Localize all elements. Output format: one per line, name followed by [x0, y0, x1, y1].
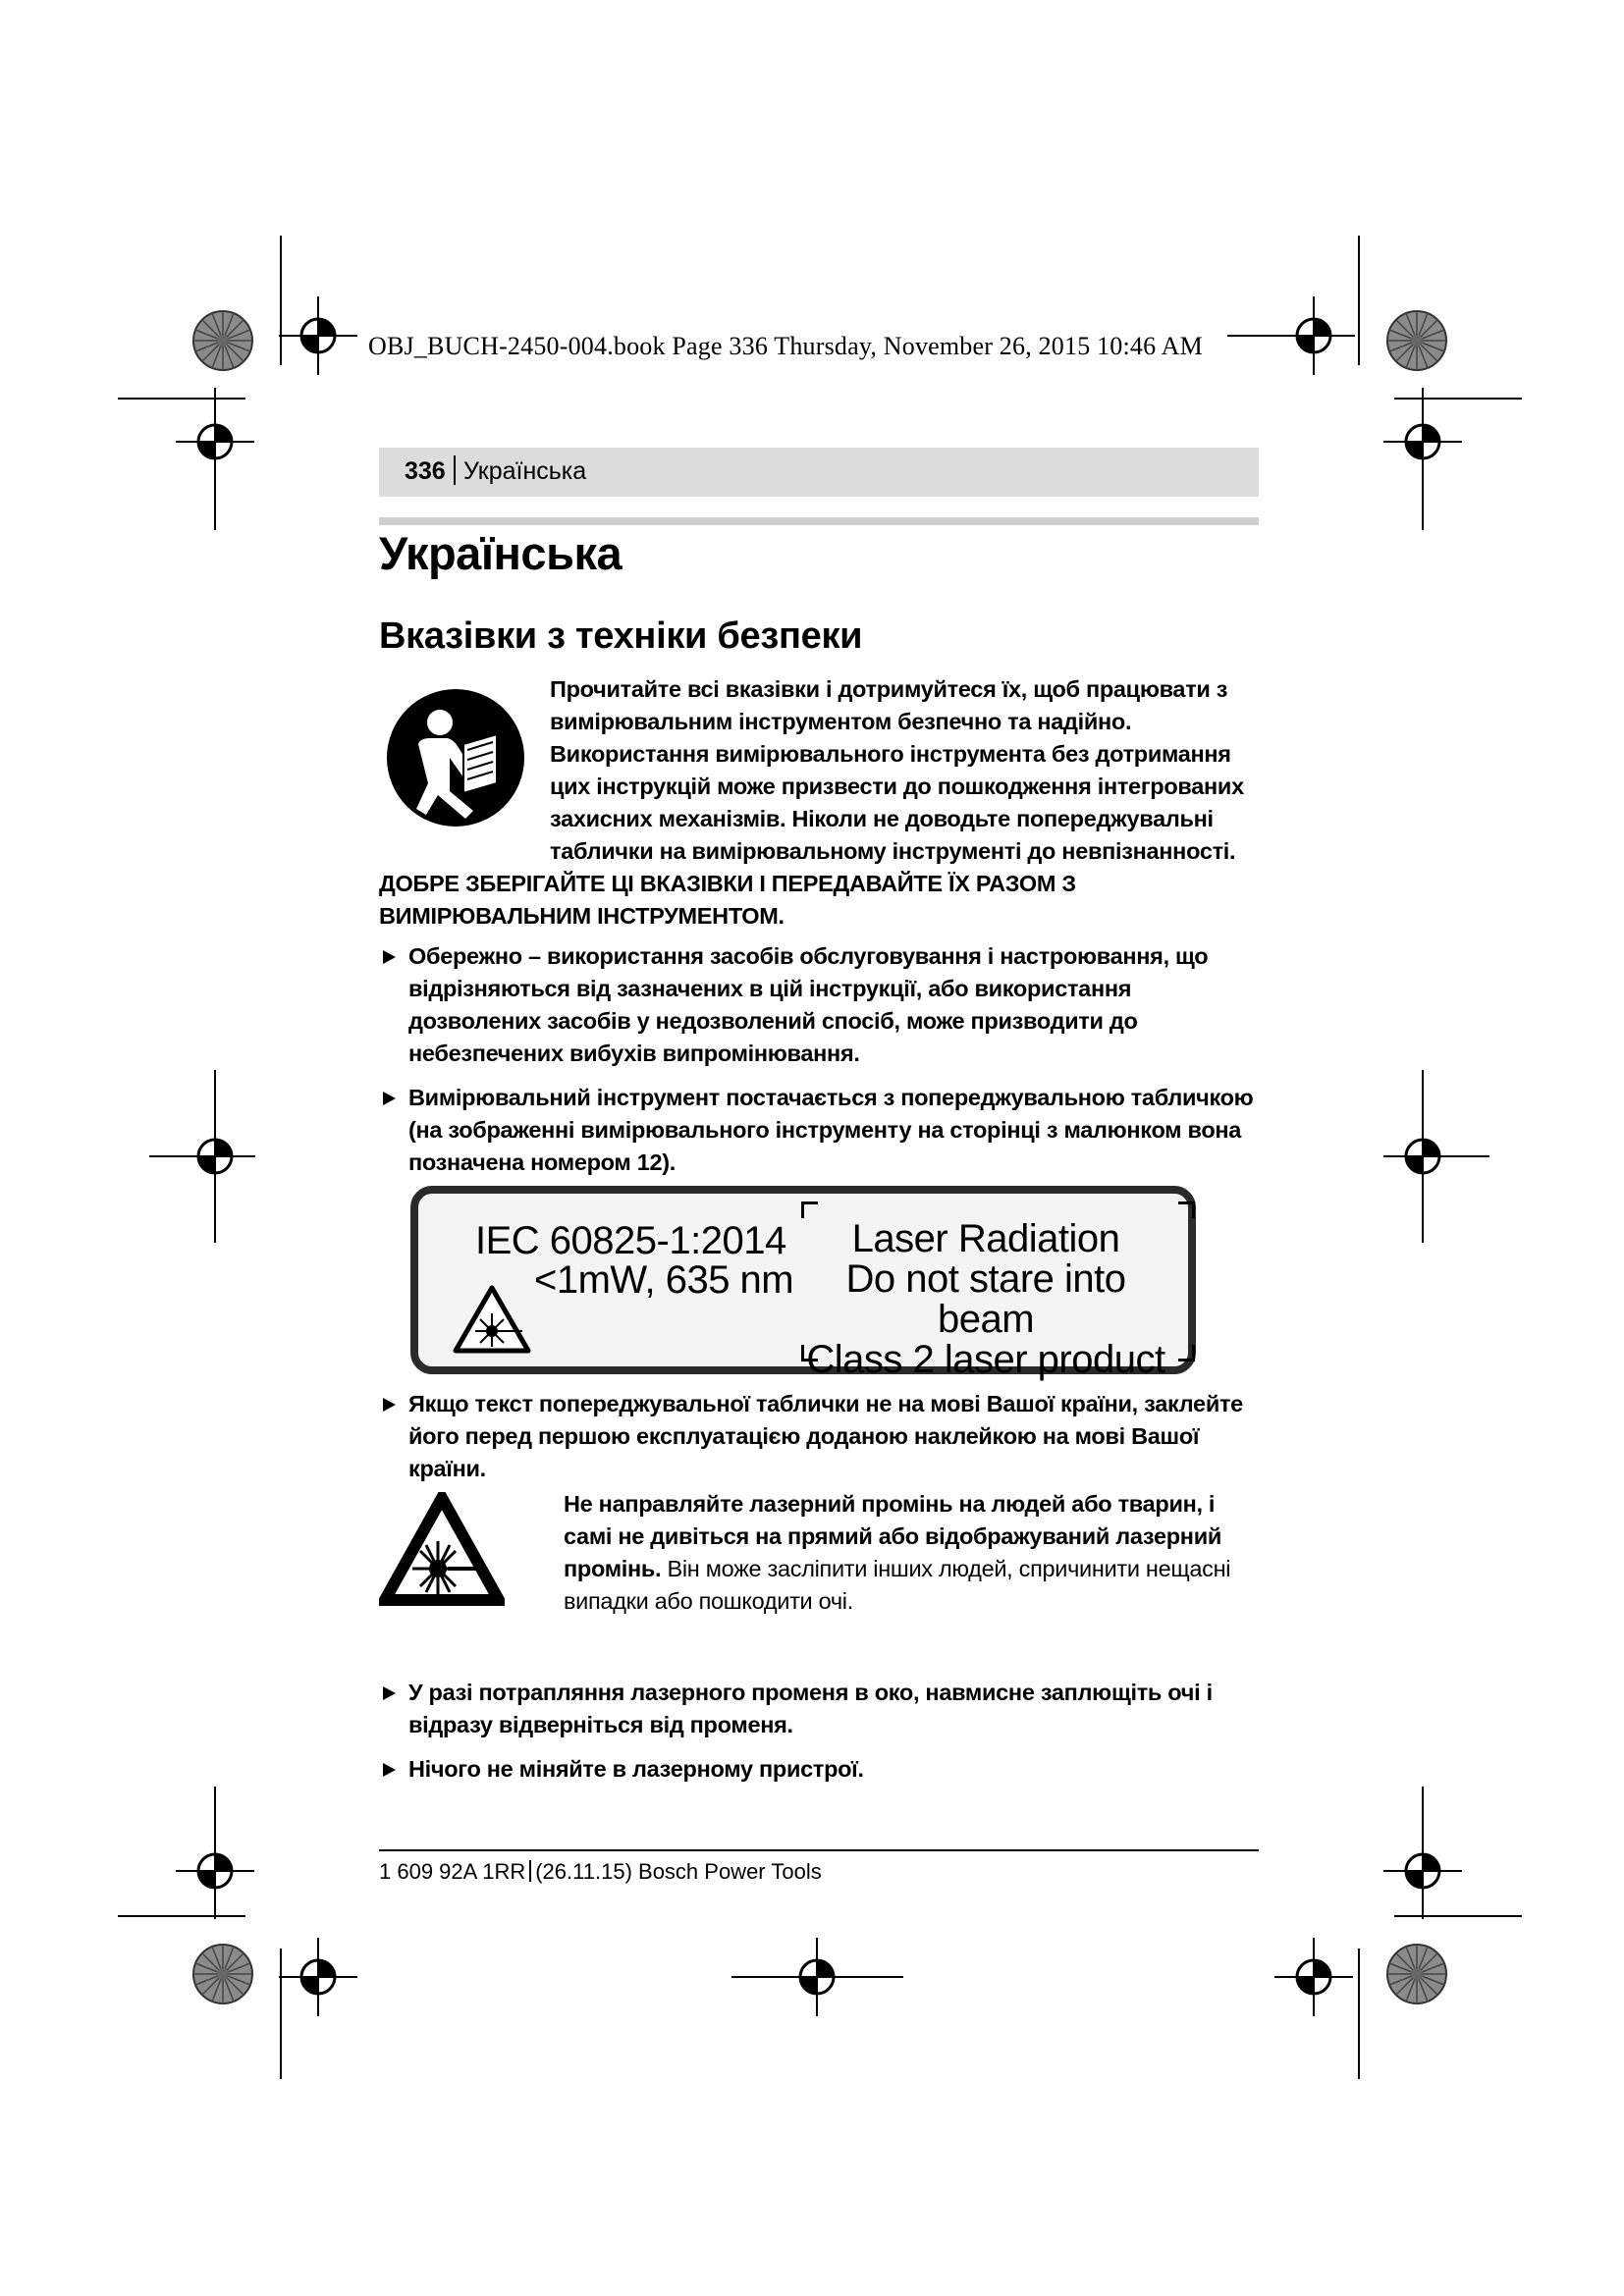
list-item-text: Нічого не міняйте в лазерному пристрої.: [408, 1756, 864, 1782]
triangle-bullet-icon: [383, 1092, 396, 1105]
list-item: [383, 1082, 1257, 1179]
label-line-3: Class 2 laser product: [806, 1338, 1165, 1381]
frame-corner: [1178, 1345, 1195, 1362]
frame-corner: [801, 1201, 818, 1218]
laser-warning-label: [410, 1186, 1196, 1381]
running-head: [379, 448, 1259, 497]
list-item-text: Обережно – використання засобів обслуговування і настроювання, що відрізняються від зазначених в цій інструкції, або використання дозволених засобів у недозволений спосіб, може призводити до небезпечених вибухів випромінювання.: [408, 943, 1209, 1066]
registration-mark-icon: [279, 1938, 357, 2016]
language-title: Українська: [379, 527, 623, 579]
divider: [454, 455, 456, 485]
color-target-icon: [193, 1945, 252, 2003]
laser-warning-icon: [379, 1492, 505, 1608]
list-item: [383, 1753, 1257, 1786]
list-item: [383, 1388, 1257, 1485]
footer-rule: [379, 1849, 1259, 1851]
footer-code: 1 609 92A 1RR: [379, 1859, 526, 1884]
print-job-header: OBJ_BUCH-2450-004.book Page 336 Thursday, November 26, 2015 10:46 AM: [368, 332, 1203, 360]
registration-mark-icon: [1274, 1938, 1353, 2016]
read-manual-icon: [379, 673, 544, 838]
footer-date: (26.11.15): [535, 1859, 632, 1884]
label-standard: IEC 60825-1:2014: [475, 1219, 786, 1262]
triangle-bullet-icon: [383, 1686, 396, 1700]
list-item: [383, 1677, 1257, 1741]
color-target-icon: [1387, 1945, 1446, 2003]
frame-corner: [1178, 1201, 1195, 1218]
label-radiation-text: [801, 1219, 1170, 1380]
intro-text: Прочитайте всі вказівки і дотримуйтеся їх, щоб працювати з вимірювальним інструментом безпечно та надійно. Використання вимірювального інструмента без дотримання цих інструкцій може призвести до пошкодження інтегрованих захисних механізмів. Ніколи не доводьте попереджувальні таблички на вимірювальному інструменті до невпізнанності. ДОБРЕ ЗБЕРІГАЙТЕ ЦІ ВКАЗІВКИ І ПЕРЕДАВАЙТЕ ЇХ РАЗОМ З ВИМІРЮВАЛЬНИМ ІНСТРУМЕНТОМ.: [379, 676, 1244, 929]
list-item: [383, 940, 1257, 1070]
list-item-text: Вимірювальний інструмент постачається з попереджувальною табличкою (на зображенні вимірювального інструменту на сторінці з малюнком вона позначена номером 12).: [408, 1085, 1254, 1175]
footer-brand: Bosch Power Tools: [638, 1859, 822, 1884]
divider: [529, 1860, 531, 1882]
label-power: <1mW, 635 nm: [534, 1258, 794, 1302]
triangle-bullet-icon: [383, 950, 396, 964]
page-number: 336: [405, 457, 446, 485]
label-line-1: Laser Radiation: [851, 1217, 1120, 1260]
frame-corner: [801, 1345, 818, 1362]
running-head-section: Українська: [463, 457, 587, 485]
header-rule: [379, 517, 1259, 525]
laser-warning-icon: [452, 1284, 532, 1355]
triangle-bullet-icon: [383, 1763, 396, 1777]
color-target-icon: [193, 311, 252, 370]
triangle-bullet-icon: [383, 1398, 396, 1412]
laser-warning-text: [564, 1488, 1261, 1618]
section-title: Вказівки з техніки безпеки: [379, 615, 863, 657]
list-item-text: Якщо текст попереджувальної таблички не на мові Вашої країни, заклейте його перед першою експлуатацією доданою наклейкою на мові Вашої країни.: [408, 1391, 1243, 1481]
laser-warning-bold: Не направляйте лазерний промінь на людей або тварин, і самі не дивіться на прямий або відображуваний лазерний промінь.: [564, 1491, 1221, 1581]
intro-paragraph: [379, 673, 1263, 933]
laser-warning-normal: Він може засліпити інших людей, спричинити нещасні випадки або пошкодити очі.: [564, 1556, 1231, 1614]
color-target-icon: [1387, 311, 1446, 370]
page-footer: [379, 1859, 822, 1885]
list-item-text: У разі потрапляння лазерного променя в око, навмисне заплющіть очі і відразу відверніться від променя.: [408, 1680, 1213, 1737]
label-line-2: Do not stare into beam: [845, 1257, 1126, 1341]
